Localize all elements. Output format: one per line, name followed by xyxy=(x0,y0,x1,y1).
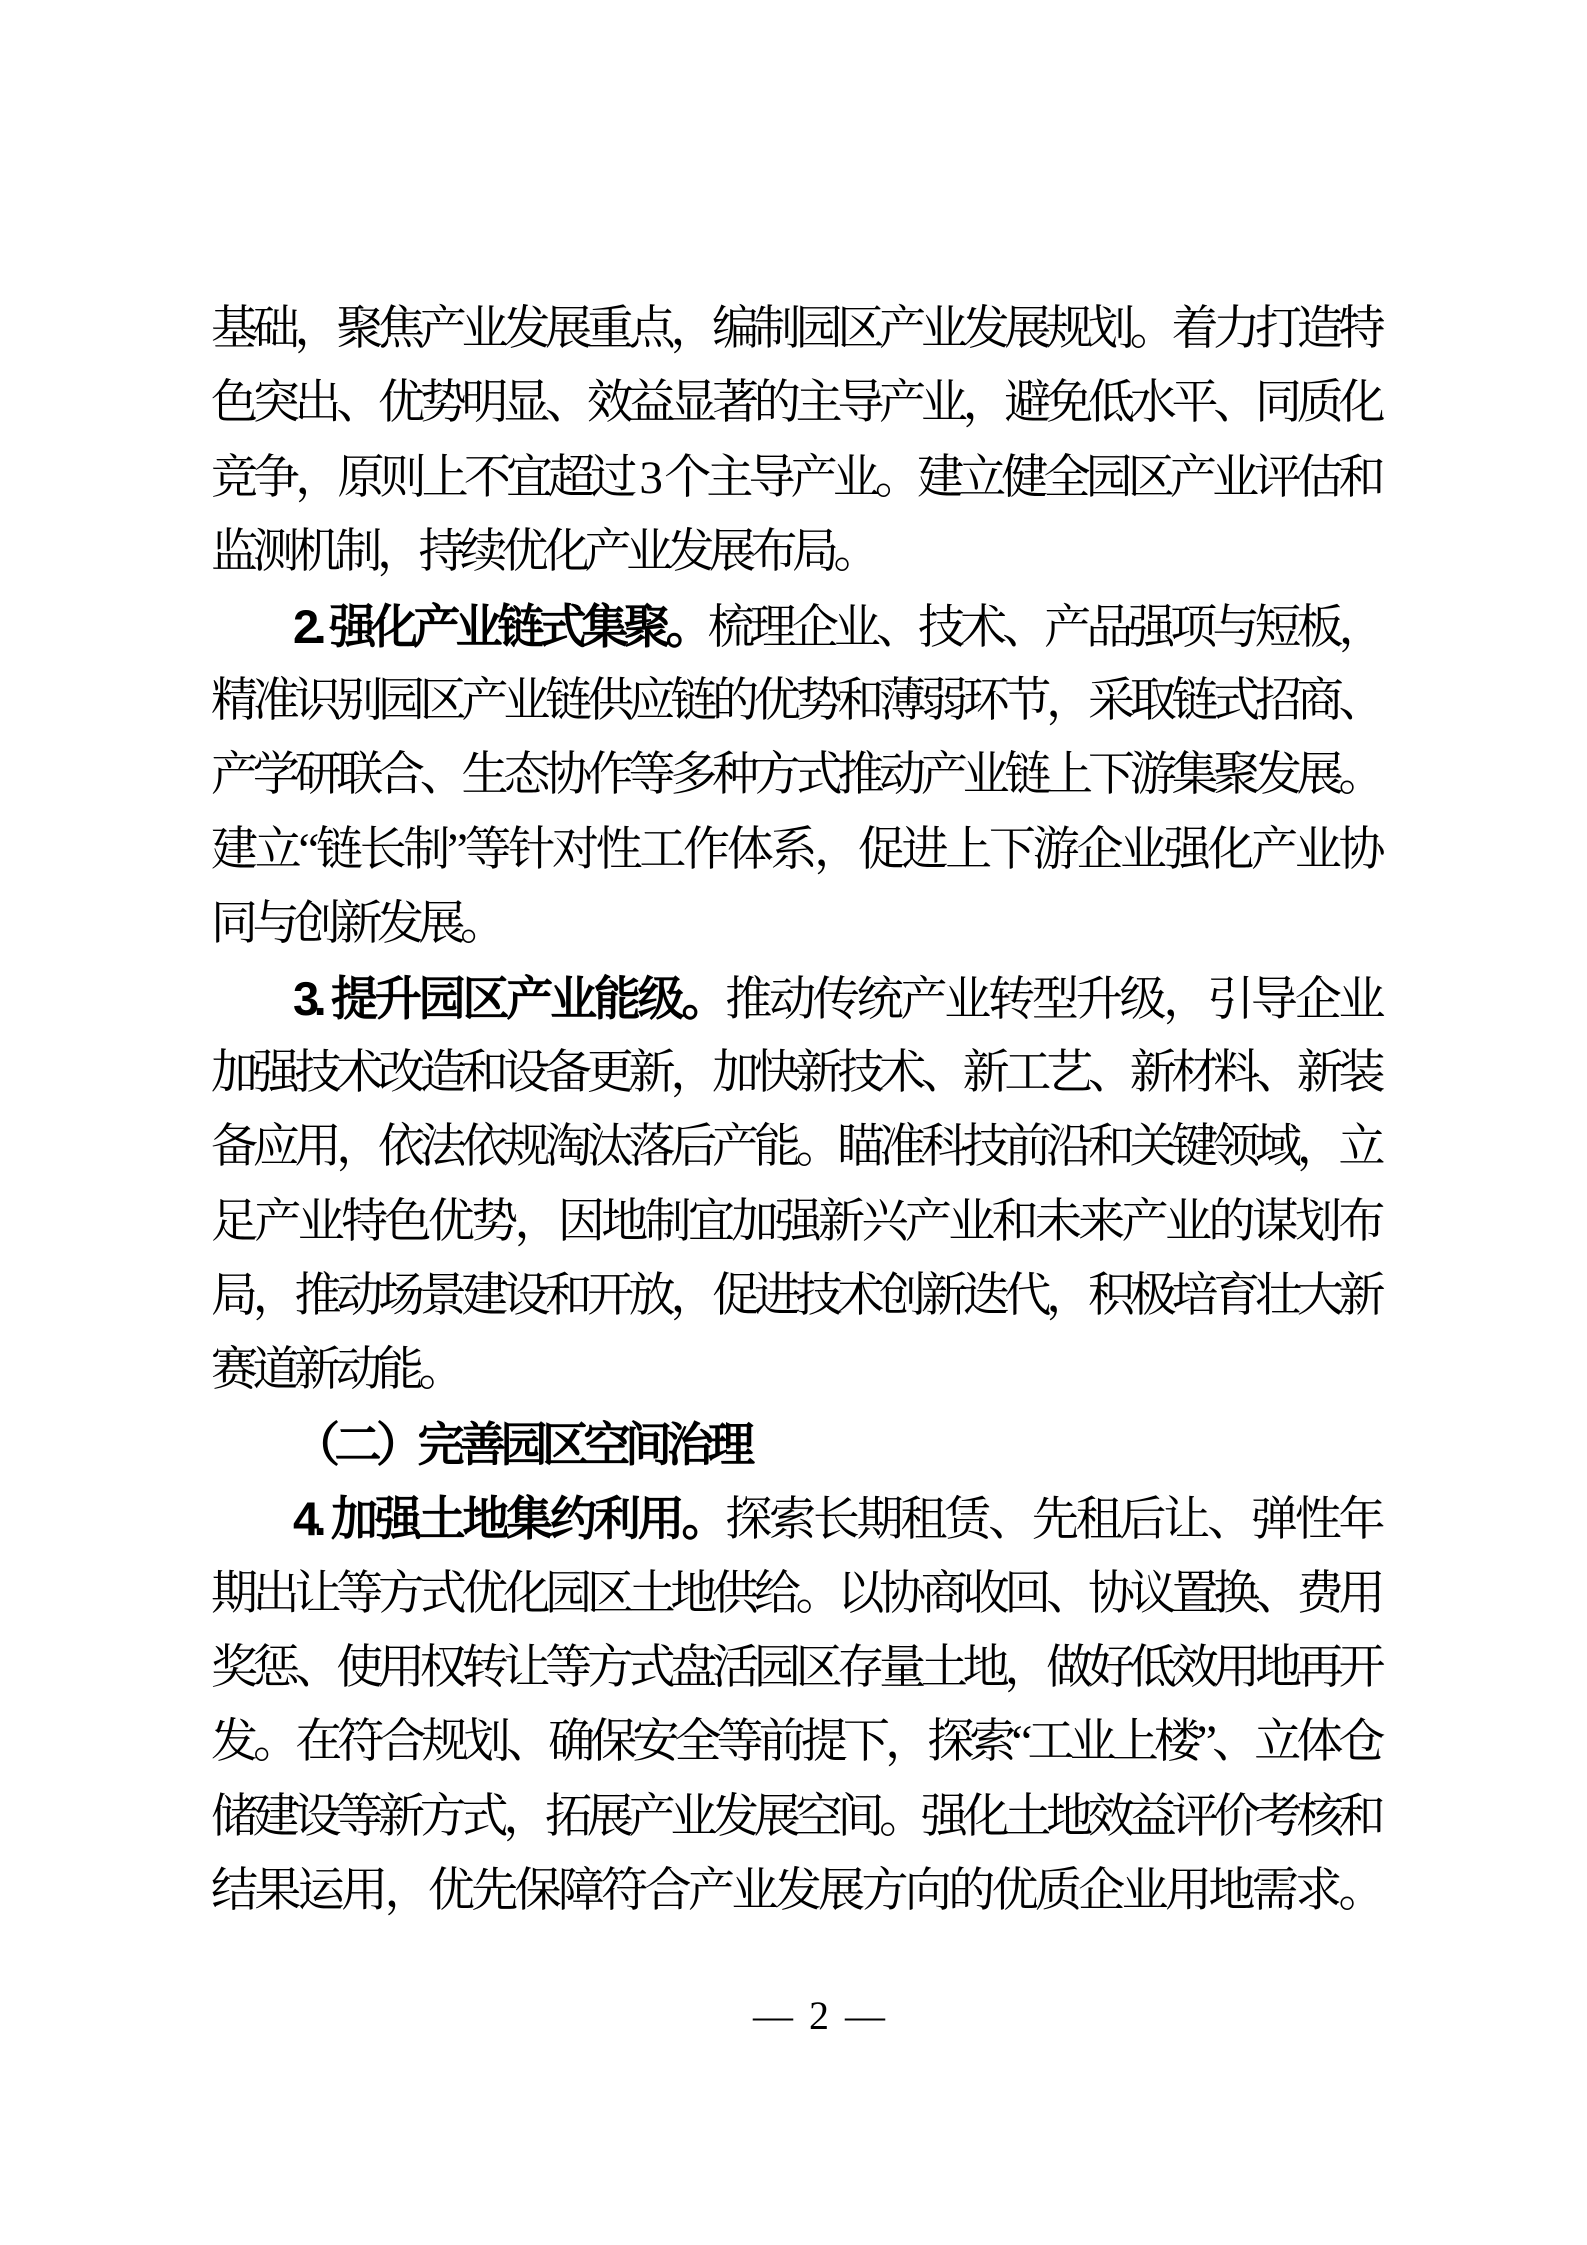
bold-heading-segment: （二）完善园区空间治理 xyxy=(293,1417,750,1471)
text-segment: 期出让等方式优化园区土地供给。以协商收回、协议置换、费用 xyxy=(211,1567,1380,1620)
text-segment: 局，推动场景建设和开放，促进技术创新迭代，积极培育壮大新 xyxy=(211,1270,1380,1323)
text-line xyxy=(211,515,1380,589)
text-segment: 基础，聚焦产业发展重点，编制园区产业发展规划。着力打造特 xyxy=(211,303,1380,355)
page-number: — 2 — xyxy=(753,1993,885,2038)
text-segment: 储建设等新方式，拓展产业发展空间。强化土地效益评价考核和 xyxy=(211,1790,1380,1843)
text-segment: 监测机制，持续优化产业发展布局。 xyxy=(211,526,875,579)
text-segment: 推动传统产业转型升级，引导企业 xyxy=(725,973,1381,1026)
text-segment: 足产业特色优势，因地制宜加强新兴产业和未来产业的谋划布 xyxy=(211,1195,1380,1248)
text-segment: 竞争，原则上不宜超过 3 个主导产业。建立健全园区产业评估和 xyxy=(211,451,1380,504)
text-segment: 精准识别园区产业链供应链的优势和薄弱环节，采取链式招商、 xyxy=(211,674,1380,727)
text-line xyxy=(211,664,1380,738)
text-line xyxy=(211,738,1380,812)
text-line xyxy=(211,292,1380,366)
text-line xyxy=(211,366,1380,440)
text-line xyxy=(211,590,1380,664)
text-line xyxy=(211,1185,1380,1259)
bold-heading-segment: 2. 强化产业链式集聚。 xyxy=(293,599,708,653)
section-heading-line xyxy=(211,1408,1380,1482)
text-line xyxy=(211,1854,1380,1928)
text-line xyxy=(211,1036,1380,1110)
text-segment: 结果运用，优先保障符合产业发展方向的优质企业用地需求。 xyxy=(211,1865,1380,1918)
text-line xyxy=(211,813,1380,887)
text-segment: 发。在符合规划、确保安全等前提下，探索“工业上楼”、立体仓 xyxy=(211,1716,1380,1769)
text-segment: 建立“链长制”等针对性工作体系，促进上下游企业强化产业协 xyxy=(211,823,1380,876)
text-line xyxy=(211,441,1380,515)
text-line xyxy=(211,962,1380,1036)
text-line xyxy=(211,1110,1380,1184)
page-footer xyxy=(669,1994,969,2038)
text-line xyxy=(211,1631,1380,1705)
text-segment: 同与创新发展。 xyxy=(211,898,502,951)
text-line xyxy=(211,1482,1380,1556)
text-segment: 赛道新动能。 xyxy=(211,1344,460,1397)
text-segment: 产学研联合、生态协作等多种方式推动产业链上下游集聚发展。 xyxy=(211,749,1380,802)
text-line xyxy=(211,1557,1380,1631)
text-segment: 备应用，依法依规淘汰落后产能。瞄准科技前沿和关键领域，立 xyxy=(211,1121,1380,1174)
text-line xyxy=(211,1780,1380,1854)
bold-heading-segment: 3. 提升园区产业能级。 xyxy=(293,971,726,1025)
text-line xyxy=(211,1259,1380,1333)
bold-heading-segment: 4. 加强土地集约利用。 xyxy=(293,1492,726,1546)
text-segment: 加强技术改造和设备更新，加快新技术、新工艺、新材料、新装 xyxy=(211,1046,1380,1099)
document-body xyxy=(211,292,1380,1929)
text-segment: 探索长期租赁、先租后让、弹性年 xyxy=(725,1494,1381,1547)
text-line xyxy=(211,1705,1380,1779)
text-line xyxy=(211,887,1380,961)
text-line xyxy=(211,1333,1380,1407)
text-segment: 奖惩、使用权转让等方式盘活园区存量土地，做好低效用地再开 xyxy=(211,1642,1380,1695)
text-segment: 色突出、优势明显、效益显著的主导产业，避免低水平、同质化 xyxy=(211,377,1380,430)
text-segment: 梳理企业、技术、产品强项与短板， xyxy=(707,601,1380,654)
